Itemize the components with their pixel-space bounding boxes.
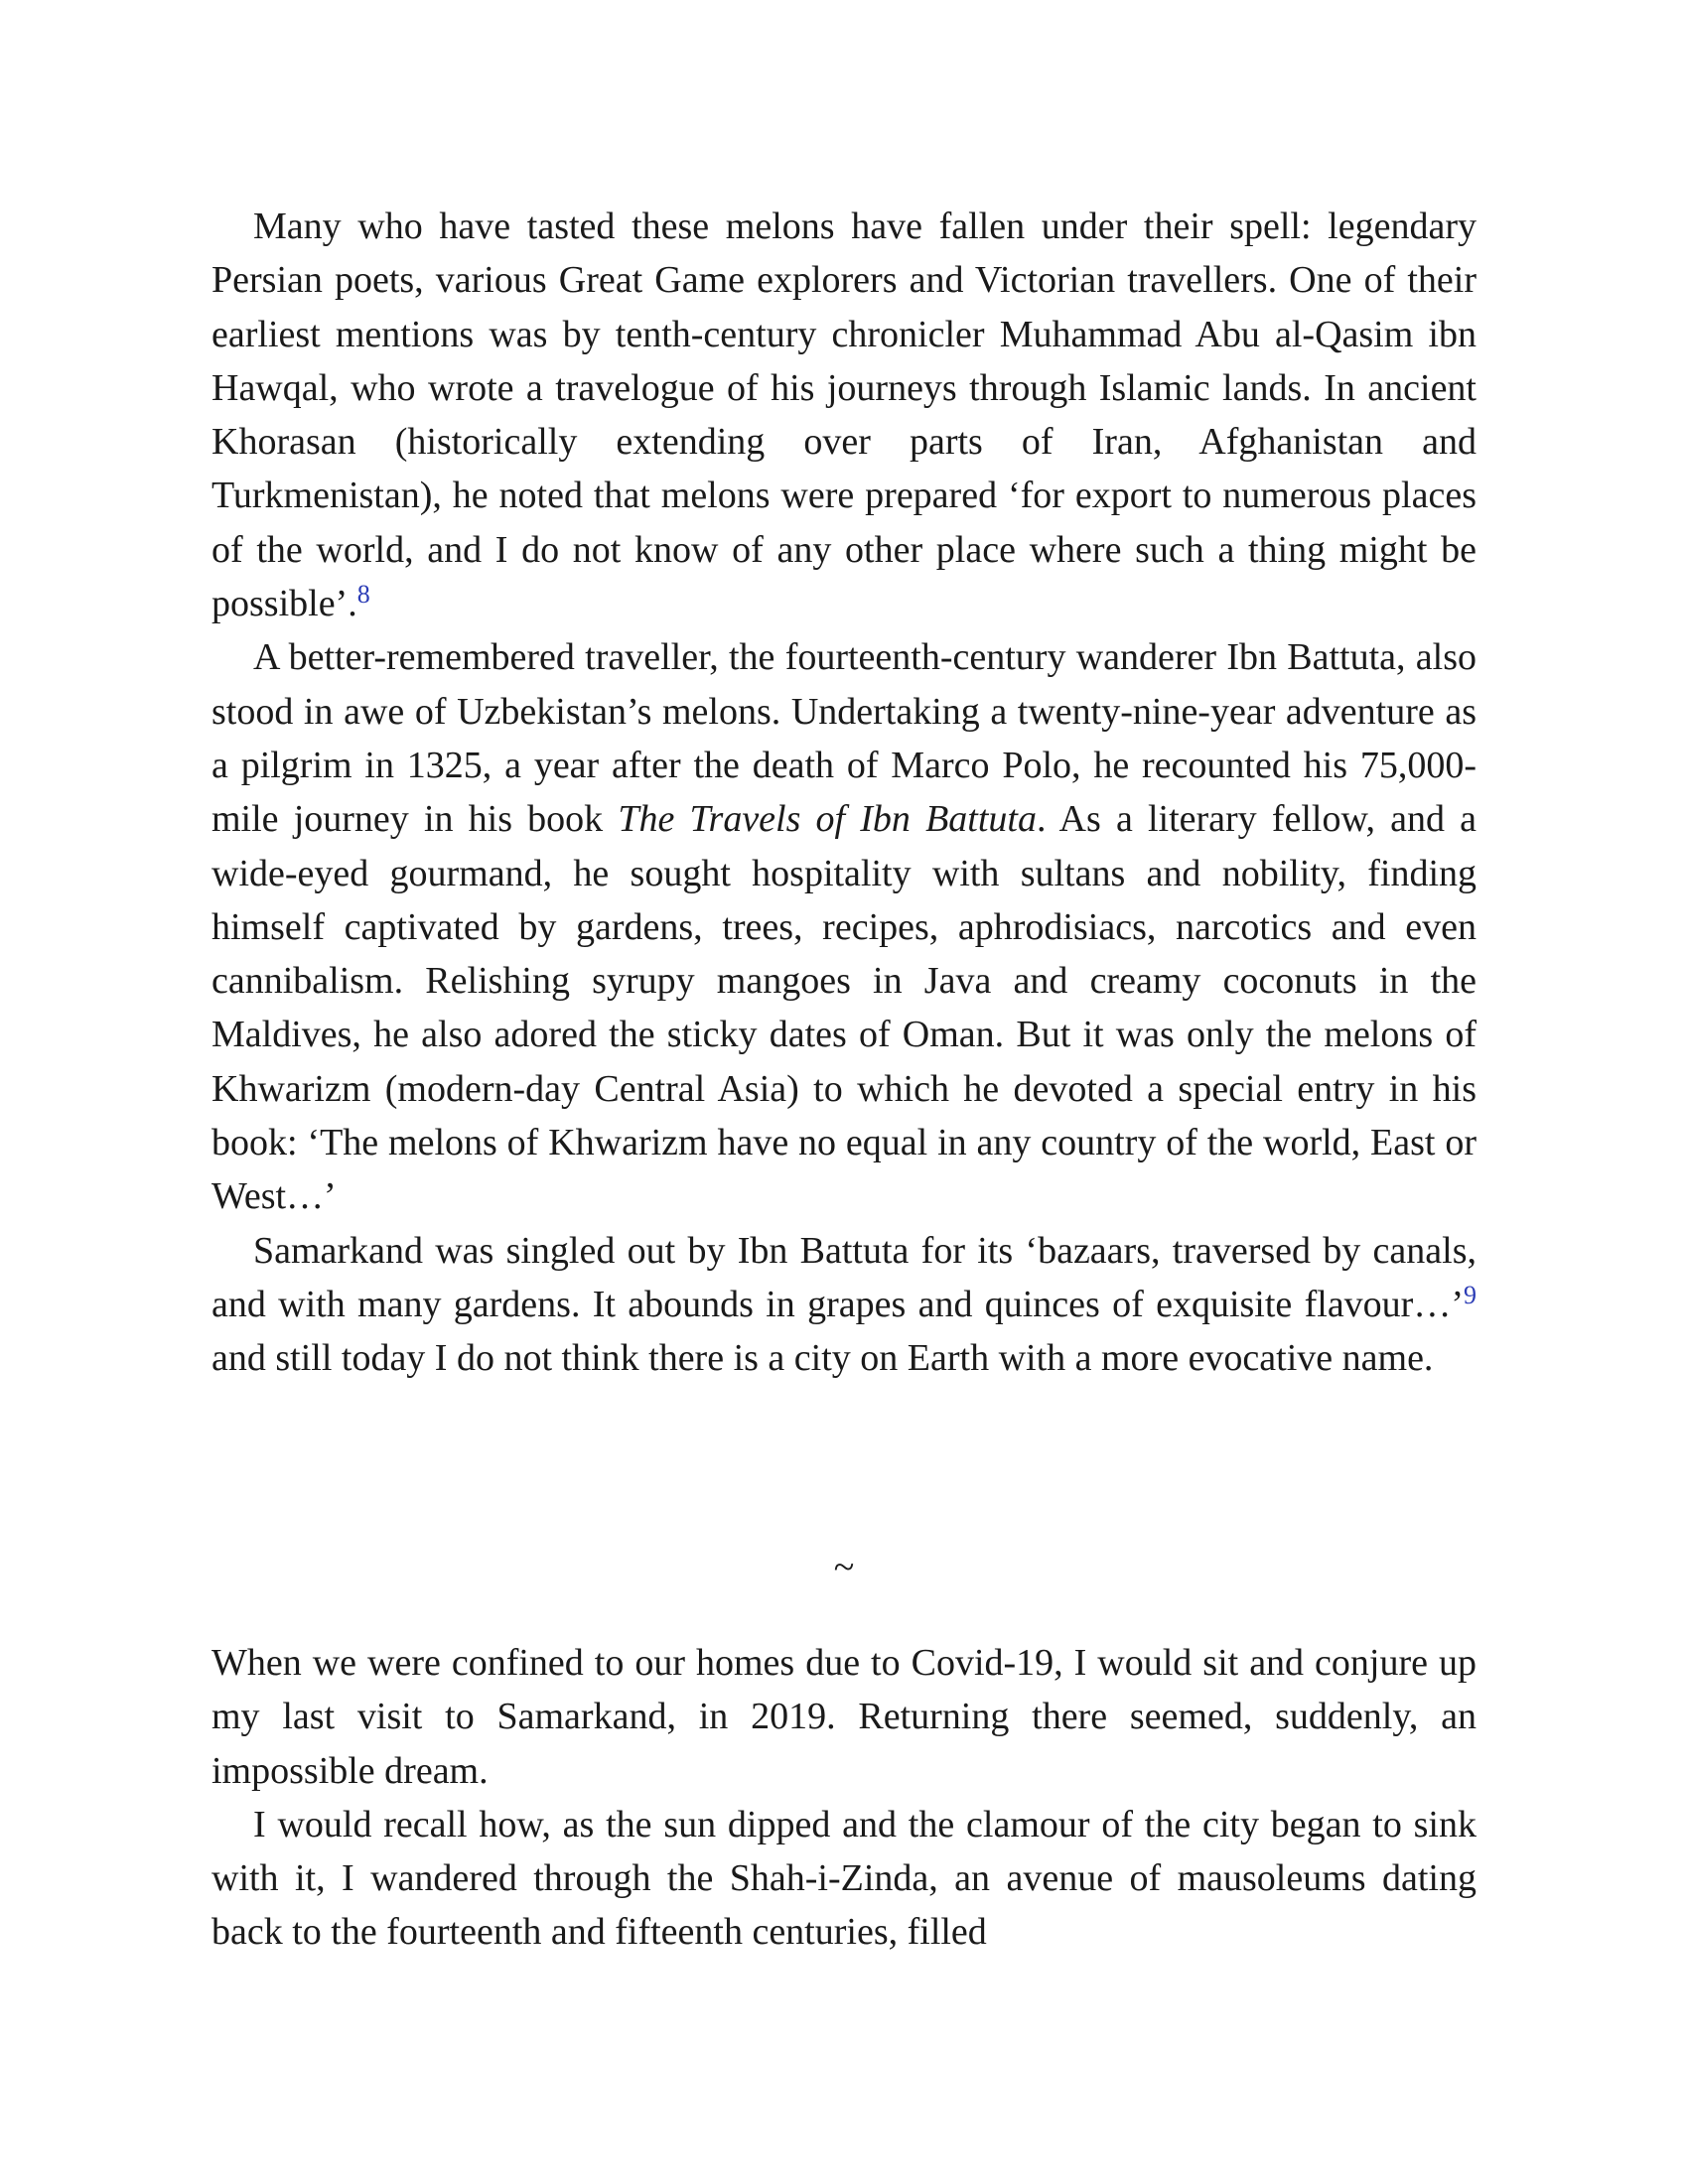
paragraph-text: Samarkand was singled out by Ibn Battuta for its ‘bazaars, traversed by canals, and with many gardens. It abounds in grapes and quinces of exquisite flavour…’ xyxy=(211,1229,1477,1325)
footnote-link-8[interactable]: 8 xyxy=(356,580,370,610)
paragraph-text: Many who have tasted these melons have fallen under their spell: legendary Persian poets, various Great Game explorers and Victorian travellers. One of their earliest mentions was by tenth-century chronicler Muhammad Abu al-Qasim ibn Hawqal, who wrote a travelogue of his journeys through Islamic lands. In ancient Khorasan (historically extending over parts of Iran, Afghanistan and Turkmenistan), he noted that melons were prepared ‘for export to numerous places of the world, and I do not know of any other place where such a thing might be possible’. xyxy=(211,205,1477,625)
paragraph-text: . As a literary fellow, and a wide-eyed gourmand, he sought hospitality with sultans and nobility, finding himself captivated by gardens, trees, recipes, aphrodisiacs, narcotics and even cannibalism. Relishing syrupy mangoes in Java and creamy coconuts in the Maldives, he also adored the sticky dates of Oman. But it was only the melons of Khwarizm (modern-day Central Asia) to which he devoted a special entry in his book: ‘The melons of Khwarizm have no equal in any country of the world, East or West…’ xyxy=(211,798,1477,1218)
book-title: The Travels of Ibn Battuta xyxy=(618,798,1037,841)
text-block-lower xyxy=(211,1636,1477,1960)
text-block-upper xyxy=(211,200,1477,1386)
paragraph-covid: When we were confined to our homes due to Covid-19, I would sit and conjure up my last visit to Samarkand, in 2019. Returning there seemed, suddenly, an impossible dream. xyxy=(211,1642,1477,1792)
paragraph-text: A better-remembered traveller, the fourteenth-century wanderer Ibn Battuta, also stood in awe of Uzbekistan’s melons. Undertaking a twenty-nine-year adventure as a pilgrim in 1325, a year after the death of Marco Polo, he recounted his 75,000-mile journey in his book xyxy=(211,636,1477,841)
footnote-link-9[interactable]: 9 xyxy=(1464,1280,1477,1309)
paragraph-samarkand xyxy=(211,1224,1477,1386)
section-separator: ~ xyxy=(833,1547,855,1588)
paragraph-shah-i-zinda: I would recall how, as the sun dipped and the clamour of the city began to sink with it, I wandered through the Shah-i-Zinda, an avenue of mausoleums dating back to the fourteenth and fifteenth centuries, filled xyxy=(211,1803,1477,1954)
paragraph-text: and still today I do not think there is a city on Earth with a more evocative name. xyxy=(211,1337,1434,1380)
paragraph-melons-spell xyxy=(211,200,1477,630)
paragraph-ibn-battuta xyxy=(211,630,1477,1223)
